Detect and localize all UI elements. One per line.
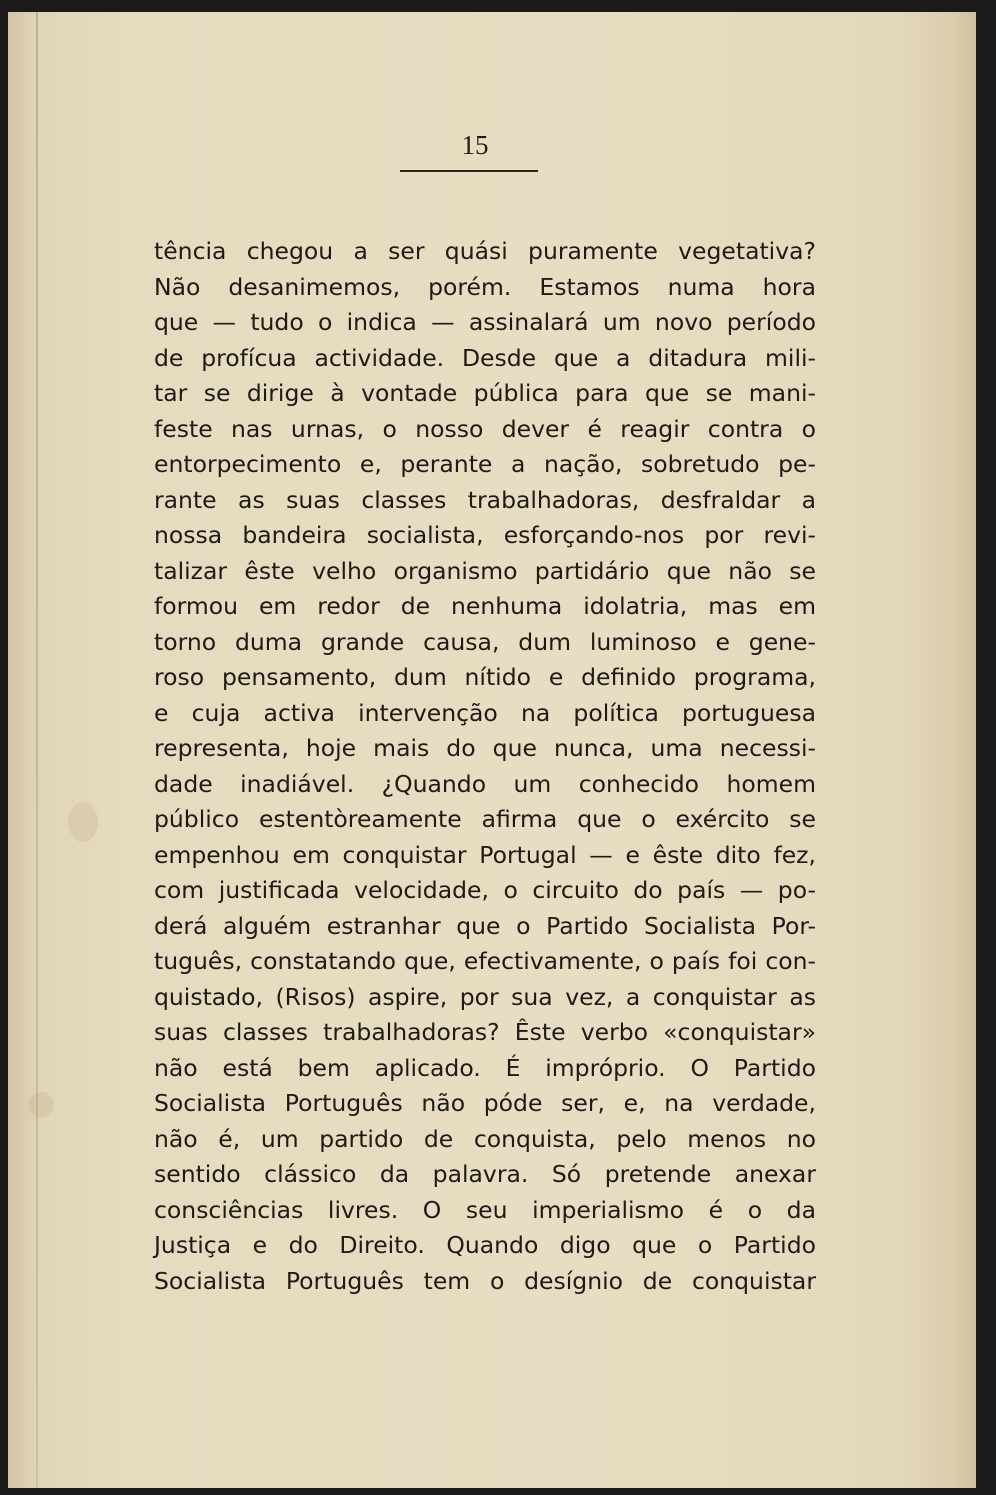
text-line: não é, um partido de conquista, pelo menos no xyxy=(154,1124,816,1153)
text-line: tuguês, constatando que, efectivamente, o país foi con- xyxy=(154,947,816,975)
text-line: que — tudo o indica — assinalará um novo período xyxy=(154,308,816,336)
text-line: Não desanimemos, porém. Estamos numa hora xyxy=(154,272,816,301)
page-number-rule xyxy=(400,170,538,172)
text-line: suas classes trabalhadoras? Êste verbo «conquistar» xyxy=(154,1018,816,1046)
text-line: rante as suas classes trabalhadoras, desfraldar a xyxy=(154,485,816,514)
text-line: empenhou em conquistar Portugal — e êste dito fez, xyxy=(154,840,816,869)
text-line: Socialista Português não póde ser, e, na verdade, xyxy=(154,1089,816,1117)
gutter-shadow xyxy=(36,12,38,1488)
text-line: derá alguém estranhar que o Partido Socialista Por- xyxy=(154,911,816,940)
text-line: nossa bandeira socialista, esforçando-nos por revi- xyxy=(154,521,816,549)
text-line: consciências livres. O seu imperialismo é o da xyxy=(154,1195,816,1224)
text-line: e cuja activa intervenção na política portuguesa xyxy=(154,698,816,727)
text-line: tar se dirige à vontade pública para que se mani- xyxy=(154,379,816,407)
text-line: talizar êste velho organismo partidário que não se xyxy=(154,556,816,585)
text-line: quistado, (Risos) aspire, por sua vez, a conquistar as xyxy=(154,982,816,1011)
body-text xyxy=(154,234,816,1299)
text-line: representa, hoje mais do que nunca, uma necessi- xyxy=(154,734,816,762)
paper-stain xyxy=(28,1092,54,1118)
text-line: tência chegou a ser quási puramente vegetativa? xyxy=(154,237,816,265)
text-line: torno duma grande causa, dum luminoso e gene- xyxy=(154,627,816,656)
text-line: sentido clássico da palavra. Só pretende anexar xyxy=(154,1160,816,1188)
text-line: com justificada velocidade, o circuito do país — po- xyxy=(154,876,816,904)
paper-stain xyxy=(68,802,98,842)
text-line: formou em redor de nenhuma idolatria, mas em xyxy=(154,592,816,620)
page-number: 15 xyxy=(461,130,489,160)
text-line: de profícua actividade. Desde que a ditadura mili- xyxy=(154,343,816,372)
text-line: não está bem aplicado. É impróprio. O Partido xyxy=(154,1053,816,1082)
text-line: dade inadiável. ¿Quando um conhecido homem xyxy=(154,769,816,798)
text-line: Socialista Português tem o desígnio de conquistar xyxy=(154,1266,816,1295)
text-line: público estentòreamente afirma que o exército se xyxy=(154,805,816,833)
text-line: feste nas urnas, o nosso dever é reagir contra o xyxy=(154,414,816,443)
text-line: Justiça e do Direito. Quando digo que o Partido xyxy=(154,1231,816,1259)
text-line: entorpecimento e, perante a nação, sobretudo pe- xyxy=(154,450,816,478)
text-line: roso pensamento, dum nítido e definido programa, xyxy=(154,663,816,691)
book-page xyxy=(8,12,976,1488)
